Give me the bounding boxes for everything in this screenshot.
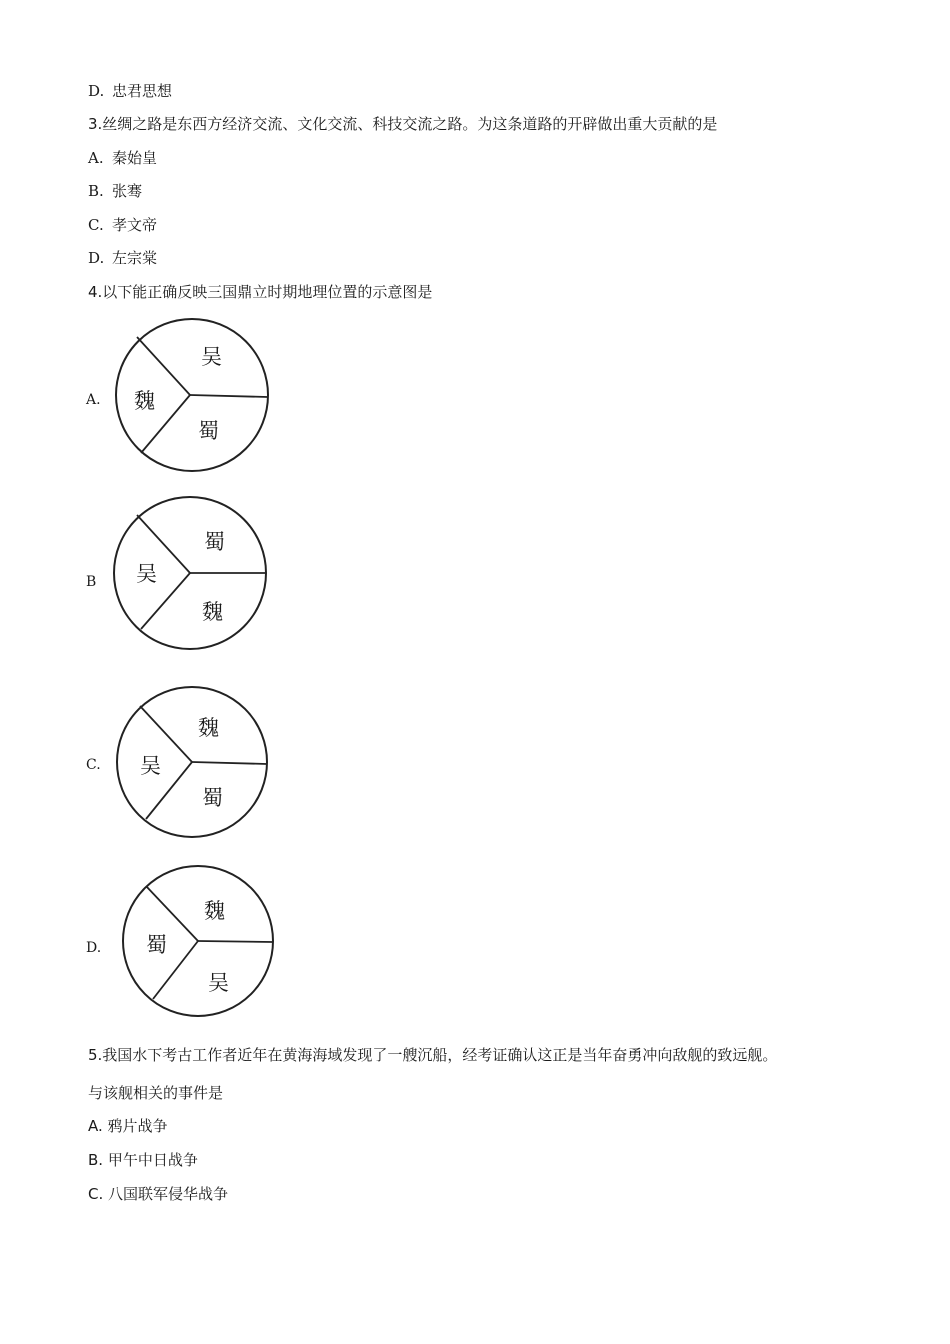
option-text: 秦始皇 <box>112 149 158 167</box>
region-top-label: 魏 <box>198 716 219 740</box>
option-letter: B. <box>88 1151 104 1169</box>
option-letter: D. <box>88 249 105 267</box>
region-bottom-label: 吴 <box>208 971 229 995</box>
q5-stem-line2: 与该舰相关的事件是 <box>88 1084 224 1102</box>
diagram-c-label: C. <box>86 757 101 773</box>
option-letter: A. <box>88 1117 103 1135</box>
option-letter: C. <box>88 216 104 234</box>
q3-option-a <box>88 148 157 168</box>
region-left-label: 吴 <box>136 562 157 586</box>
q5-option-b <box>88 1150 198 1170</box>
q3-option-c <box>88 215 157 235</box>
diagram-c-pie <box>112 682 278 848</box>
diagram-d-label: D. <box>86 940 102 956</box>
q2-option-d <box>88 81 172 101</box>
region-bottom-label: 魏 <box>202 600 223 624</box>
option-text: 甲午中日战争 <box>107 1151 198 1169</box>
q3-stem: 3.丝绸之路是东西方经济交流、文化交流、科技交流之路。为这条道路的开辟做出重大贡献的是 <box>88 115 718 133</box>
option-text: 孝文帝 <box>112 216 158 234</box>
option-letter: C. <box>88 1185 104 1203</box>
diagram-a-pie <box>110 312 276 478</box>
region-bottom-label: 蜀 <box>198 419 219 443</box>
pie-divider <box>190 395 268 397</box>
diagram-a-label: A. <box>86 392 101 408</box>
region-left-label: 蜀 <box>146 933 167 957</box>
option-text: 八国联军侵华战争 <box>108 1185 229 1203</box>
option-letter: A. <box>88 149 104 167</box>
region-bottom-label: 蜀 <box>202 786 223 810</box>
region-left-label: 魏 <box>134 389 155 413</box>
pie-divider <box>198 941 273 942</box>
diagram-b-label: B <box>86 574 97 590</box>
pie-divider <box>192 762 267 764</box>
option-letter: B. <box>88 182 104 200</box>
option-text: 左宗棠 <box>112 249 158 267</box>
q3-option-b <box>88 181 142 201</box>
option-letter: D. <box>88 82 105 100</box>
diagram-b-pie <box>108 493 274 659</box>
region-top-label: 蜀 <box>204 530 225 554</box>
q5-option-c <box>88 1184 228 1204</box>
region-top-label: 吴 <box>201 345 222 369</box>
pie-divider <box>137 337 190 395</box>
diagram-d-pie <box>118 862 284 1028</box>
q5-stem-line1: 5.我国水下考古工作者近年在黄海海域发现了一艘沉船，经考证确认这正是当年奋勇冲向敌舰的致远舰。 <box>88 1046 778 1064</box>
region-left-label: 吴 <box>140 754 161 778</box>
option-text: 张骞 <box>112 182 143 200</box>
q3-option-d <box>88 248 157 268</box>
q5-option-a <box>88 1116 168 1136</box>
q4-stem: 4.以下能正确反映三国鼎立时期地理位置的示意图是 <box>88 283 433 301</box>
region-top-label: 魏 <box>204 899 225 923</box>
option-text: 忠君思想 <box>112 82 173 100</box>
option-text: 鸦片战争 <box>107 1117 168 1135</box>
